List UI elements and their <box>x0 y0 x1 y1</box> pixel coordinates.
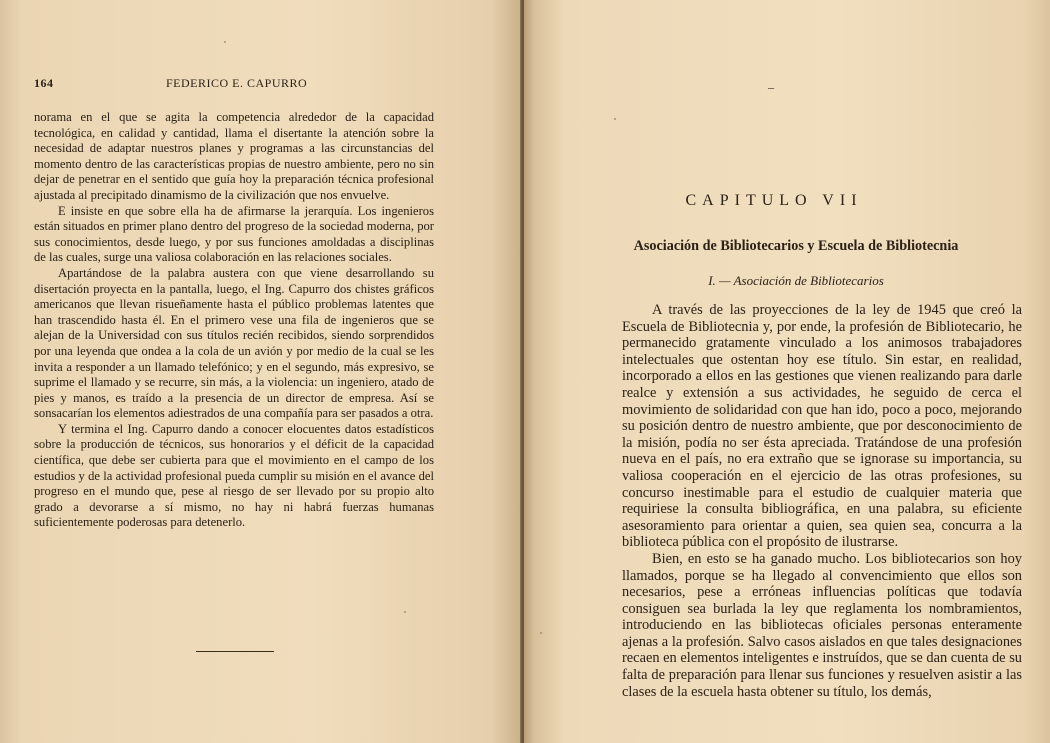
paper-speck <box>224 41 226 43</box>
right-page <box>524 0 1050 743</box>
paragraph: Bien, en esto se ha ganado mucho. Los bibliotecarios son hoy llamados, porque se ha llegado al convencimiento que ellos son necesarios, pese a erróneas influencias políticas que todavía consiguen sea burlada la ley que reglamenta los nombramientos, introduciendo en las bibliotecas oficiales personas enteramente ajenas a la profesión. Salvo casos aislados en que tales designaciones recaen en elementos inteligentes e instruídos, que se dan cuenta de su falta de preparación para llenar sus funciones y resuelven asistir a las clases de la escuela hasta obtener su título, los demás, <box>622 550 1022 700</box>
author-header: FEDERICO E. CAPURRO <box>166 76 308 90</box>
chapter-title: Asociación de Bibliotecarios y Escuela de Bibliotecnia <box>633 238 959 254</box>
paper-speck <box>404 611 406 613</box>
section-divider <box>196 651 274 652</box>
left-body-text <box>34 110 434 531</box>
paper-speck <box>540 632 542 634</box>
page-number: 164 <box>34 76 54 90</box>
paragraph: E insiste en que sobre ella ha de afirmarse la jerarquía. Los ingenieros están situados en primer plano dentro del progreso de la sociedad moderna, por sus conocimientos, desde luego, y por sus funciones amoldadas a disciplinas de las cuales, surge una valiosa colaboración en las relaciones sociales. <box>34 203 434 265</box>
paragraph: Y termina el Ing. Capurro dando a conocer elocuentes datos estadísticos sobre la producción de técnicos, sus honorarios y el déficit de la capacidad científica, que debe ser cubierta para que el movimiento en el campo de los estudios y de la actividad profesional pueda cumplir su misión en el avance del progreso en el mundo que, pese al riesgo de ser llevado por su propio alto grado a devorarse a sí mismo, no hay ni habrá fuerzas humanas suficientemente poderosas para detenerlo. <box>34 421 434 530</box>
right-body-text <box>622 302 1022 700</box>
section-title: I. — Asociación de Bibliotecarios <box>708 273 884 288</box>
paragraph: Apartándose de la palabra austera con que viene desarrollando su disertación proyecta en la pantalla, luego, el Ing. Capurro dos chistes gráficos americanos que llevan risueñamente hasta el público problemas latentes que han trascendido hasta él. En el primero vese una fila de ingenieros que se alejan de la Universidad con sus títulos recién recibidos, siendo sorprendidos por una leyenda que ondea a la cola de un avión y por medio de la cual se les invita a responder a un llamado telefónico; y en el segundo, más expresivo, se suprime el llamado y se recurre, sin más, a la violencia: un ingeniero, atado de pies y manos, es traído a la presencia de un director de empresa. Así se sonsacarían los elementos adiestrados de una compañía para ser pasados a otra. <box>34 265 434 421</box>
chapter-heading: CAPITULO VII <box>685 192 863 209</box>
paper-speck <box>614 118 616 120</box>
paragraph: norama en el que se agita la competencia alrededor de la capacidad tecnológica, en calidad y cantidad, llama el disertante la atención sobre la necesidad de adaptar nuestros planes y programas a las circunstancias del momento dentro de las características propias de nuestro ambiente, pero no sin dejar de penetrar en el sentido que guía hoy la preparación técnica profesional ajustada al precipitado dinamismo de la civilización que nos envuelve. <box>34 110 434 202</box>
paragraph: A través de las proyecciones de la ley de 1945 que creó la Escuela de Bibliotecnia y, por ende, la profesión de Bibliotecario, he permanecido gratamente vinculado a los animosos trabajadores intelectuales que ostentan hoy ese título. Sin estar, en realidad, incorporado a ellos en las gestiones que vienen realizando para darle realce y extensión a sus actividades, he seguido de cerca el movimiento de solidaridad con que han ido, poco a poco, mejorando su posición dentro de nuestro ambiente, que por desconocimiento de la misión, podía no ser ésta apreciada. Tratándose de una profesión nueva en el país, no era extraño que se ignorase su importancia, su valiosa cooperación en el ejercicio de las otras profesiones, su concurso inestimable para el estudio de cualquier materia que requiriese la consulta bibliográfica, en una palabra, su eficiente asesoramiento para orientar a quien, sea quien sea, concurra a la biblioteca pública con el propósito de ilustrarse. <box>622 302 1022 551</box>
header-mark: – <box>768 80 774 94</box>
left-page <box>0 0 522 743</box>
